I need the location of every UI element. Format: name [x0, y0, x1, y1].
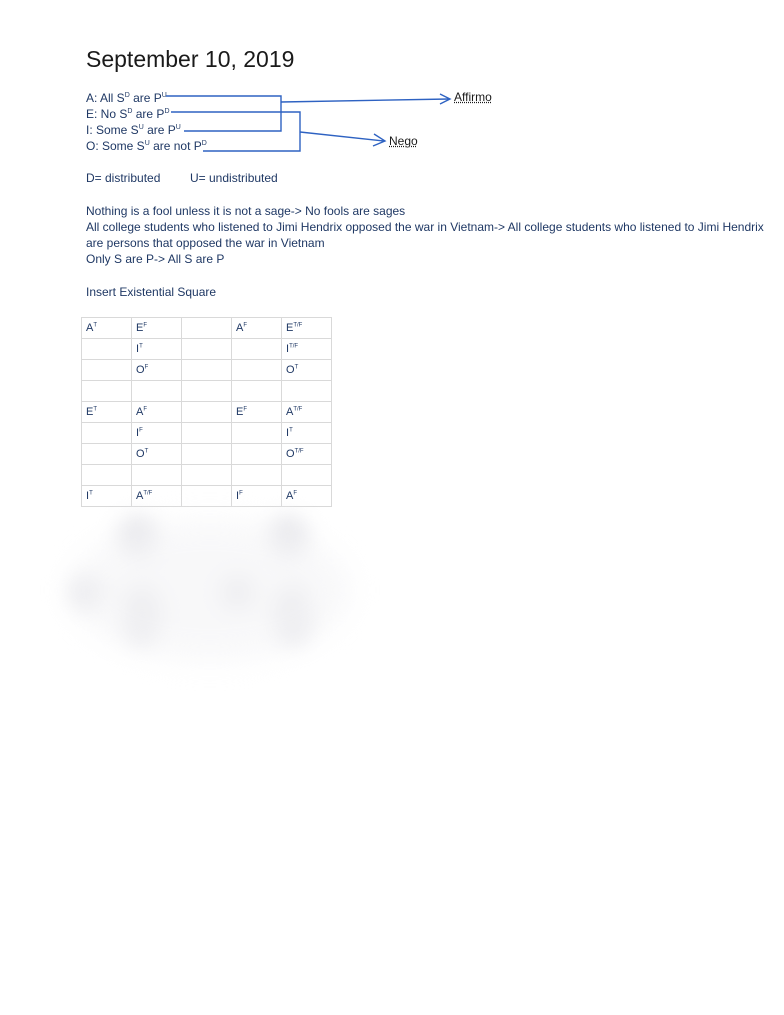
- table-cell: $A^{T/F}$: [132, 486, 182, 507]
- existential-square-table: [81, 317, 332, 507]
- table-cell: $A^T$: [82, 318, 132, 339]
- insert-existential-square: Insert Existential Square: [86, 285, 217, 299]
- table-cell: [132, 381, 182, 402]
- blurred-haze: [70, 520, 350, 660]
- table-cell: $O^{T/F}$: [282, 444, 332, 465]
- table-row: [82, 360, 332, 381]
- table-cell: [282, 465, 332, 486]
- table-cell: [82, 360, 132, 381]
- nego-label: Nego: [389, 134, 418, 148]
- statement-o: O: Some $S^U$ are not $P^D$: [86, 139, 207, 153]
- table-cell: [182, 360, 232, 381]
- note-line-4: Only S are P-> All S are P: [86, 252, 225, 266]
- table-cell: [82, 339, 132, 360]
- table-cell: $I^T$: [82, 486, 132, 507]
- table-cell: $A^F$: [232, 318, 282, 339]
- table-row: [82, 465, 332, 486]
- legend-distributed: D= distributed: [86, 171, 161, 185]
- statement-i: I: Some $S^U$ are $P^U$: [86, 123, 181, 137]
- table-cell: $A^F$: [282, 486, 332, 507]
- nego-arrow-line: [300, 132, 384, 141]
- affirmo-label: Affirmo: [454, 90, 492, 104]
- table-cell: [182, 381, 232, 402]
- statement-e: E: No $S^D$ are $P^D$: [86, 107, 170, 121]
- table-cell: [182, 444, 232, 465]
- table-cell: [232, 465, 282, 486]
- table-cell: $E^F$: [232, 402, 282, 423]
- table-cell: [182, 402, 232, 423]
- page-title: September 10, 2019: [86, 46, 295, 72]
- table-cell: $E^F$: [132, 318, 182, 339]
- table-cell: $O^F$: [132, 360, 182, 381]
- table-row: [82, 381, 332, 402]
- table-cell: $O^T$: [132, 444, 182, 465]
- affirmo-arrow-line: [281, 99, 449, 102]
- table-cell: [182, 465, 232, 486]
- note-line-2: All college students who listened to Jimi Hendrix opposed the war in Vietnam-> All college students who listened to Jimi Hendrix: [86, 220, 764, 234]
- table-row: [82, 318, 332, 339]
- table-row: [82, 339, 332, 360]
- table-row: [82, 423, 332, 444]
- table-cell: [82, 423, 132, 444]
- table-cell: [232, 444, 282, 465]
- table-cell: $E^T$: [82, 402, 132, 423]
- table-cell: [82, 381, 132, 402]
- table-cell: $I^F$: [132, 423, 182, 444]
- table-cell: $O^T$: [282, 360, 332, 381]
- table-cell: [232, 423, 282, 444]
- table-cell: $I^{T/F}$: [282, 339, 332, 360]
- table-cell: [82, 444, 132, 465]
- table-cell: [82, 465, 132, 486]
- table-row: [82, 402, 332, 423]
- table-cell: $A^{T/F}$: [282, 402, 332, 423]
- table-cell: $I^F$: [232, 486, 282, 507]
- affirmo-bracket: [166, 96, 281, 131]
- table-cell: [232, 360, 282, 381]
- statement-a: A: All $S^D$ are $P^U$: [86, 91, 167, 105]
- table-cell: [132, 465, 182, 486]
- table-cell: $I^T$: [282, 423, 332, 444]
- connector-arrows: [0, 0, 784, 200]
- table-cell: [182, 423, 232, 444]
- table-cell: [232, 339, 282, 360]
- table-cell: [232, 381, 282, 402]
- table-cell: [182, 339, 232, 360]
- note-line-3: are persons that opposed the war in Vietnam: [86, 236, 325, 250]
- table-cell: $I^T$: [132, 339, 182, 360]
- table-row: [82, 444, 332, 465]
- table-cell: [182, 318, 232, 339]
- table-cell: [282, 381, 332, 402]
- table-cell: $E^{T/F}$: [282, 318, 332, 339]
- legend-undistributed: U= undistributed: [190, 171, 278, 185]
- table-cell: $A^F$: [132, 402, 182, 423]
- table-cell: [182, 486, 232, 507]
- table-row: [82, 486, 332, 507]
- note-line-1: Nothing is a fool unless it is not a sage-> No fools are sages: [86, 204, 406, 218]
